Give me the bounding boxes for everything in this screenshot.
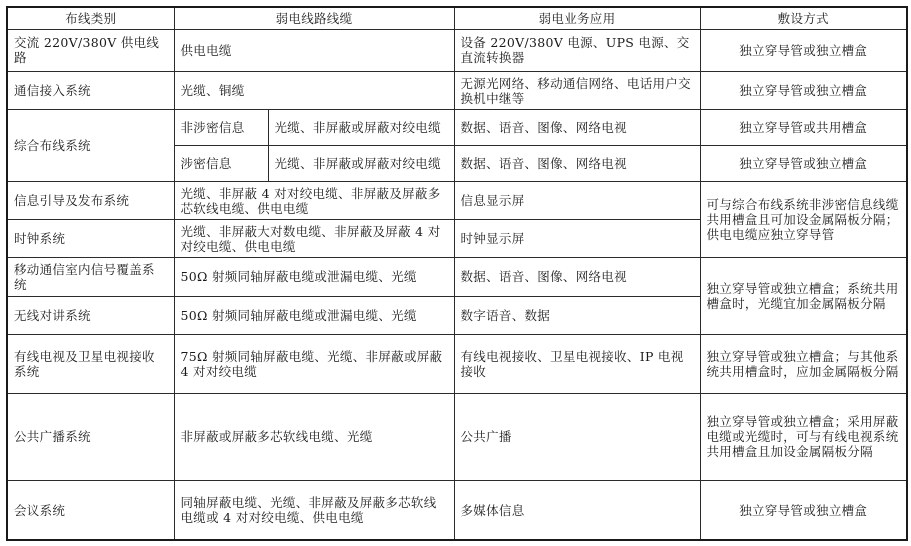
category-cell: 通信接入系统 — [7, 72, 174, 110]
method-cell: 独立穿导管或独立槽盒 — [700, 72, 907, 110]
cable-cell: 光缆、非屏蔽 4 对对绞电缆、非屏蔽及屏蔽多芯软线电缆、供电电缆 — [174, 182, 454, 220]
application-cell: 多媒体信息 — [454, 481, 700, 540]
header-category: 布线类别 — [7, 7, 174, 29]
application-cell: 公共广播 — [454, 393, 700, 481]
table-row — [7, 393, 907, 481]
sub-label-cell: 涉密信息 — [174, 145, 268, 182]
category-cell: 公共广播系统 — [7, 393, 174, 481]
application-cell: 数据、语音、图像、网络电视 — [454, 145, 700, 182]
cable-cell: 非屏蔽或屏蔽多芯软线电缆、光缆 — [174, 393, 454, 481]
category-cell: 综合布线系统 — [7, 110, 174, 182]
category-cell: 移动通信室内信号覆盖系统 — [7, 257, 174, 296]
cable-cell: 光缆、非屏蔽大对数电缆、非屏蔽及屏蔽 4 对对绞电缆、供电电缆 — [174, 220, 454, 258]
cable-cell: 光缆、非屏蔽或屏蔽对绞电缆 — [268, 145, 454, 182]
table-row — [7, 481, 907, 540]
method-cell: 独立穿导管或独立槽盒；与其他系统共用槽盒时，应加金属隔板分隔 — [700, 335, 907, 393]
method-cell: 独立穿导管或独立槽盒；采用屏蔽电缆或光缆时，可与有线电视系统共用槽盒且加设金属隔板分隔 — [700, 393, 907, 481]
method-cell: 独立穿导管或独立槽盒 — [700, 145, 907, 182]
application-cell: 有线电视接收、卫星电视接收、IP 电视接收 — [454, 335, 700, 393]
method-cell: 独立穿导管或独立槽盒；系统共用槽盒时，光缆宜加金属隔板分隔 — [700, 257, 907, 335]
application-cell: 设备 220V/380V 电源、UPS 电源、交直流转换器 — [454, 29, 700, 72]
category-cell: 会议系统 — [7, 481, 174, 540]
application-cell: 数据、语音、图像、网络电视 — [454, 110, 700, 146]
category-cell: 信息引导及发布系统 — [7, 182, 174, 220]
method-cell: 独立穿导管或共用槽盒 — [700, 110, 907, 146]
cable-routing-table — [6, 6, 908, 541]
cable-cell: 50Ω 射频同轴屏蔽电缆或泄漏电缆、光缆 — [174, 257, 454, 296]
cable-cell: 同轴屏蔽电缆、光缆、非屏蔽及屏蔽多芯软线电缆或 4 对对绞电缆、供电电缆 — [174, 481, 454, 540]
cable-cell: 供电电缆 — [174, 29, 454, 72]
method-cell: 独立穿导管或独立槽盒 — [700, 481, 907, 540]
cable-cell: 光缆、非屏蔽或屏蔽对绞电缆 — [268, 110, 454, 146]
cable-cell: 75Ω 射频同轴屏蔽电缆、光缆、非屏蔽或屏蔽 4 对对绞电缆 — [174, 335, 454, 393]
application-cell: 数字语音、数据 — [454, 296, 700, 335]
category-cell: 时钟系统 — [7, 220, 174, 258]
category-cell: 有线电视及卫星电视接收系统 — [7, 335, 174, 393]
table-row — [7, 257, 907, 296]
category-cell: 交流 220V/380V 供电线路 — [7, 29, 174, 72]
table-row — [7, 110, 907, 146]
application-cell: 时钟显示屏 — [454, 220, 700, 258]
table-row — [7, 72, 907, 110]
method-cell: 可与综合布线系统非涉密信息线缆共用槽盒且可加设金属隔板分隔；供电电缆应独立穿导管 — [700, 182, 907, 257]
header-method: 敷设方式 — [700, 7, 907, 29]
application-cell: 数据、语音、图像、网络电视 — [454, 257, 700, 296]
application-cell: 信息显示屏 — [454, 182, 700, 220]
header-cable: 弱电线路线缆 — [174, 7, 454, 29]
table-row — [7, 335, 907, 393]
method-cell: 独立穿导管或独立槽盒 — [700, 29, 907, 72]
cable-cell: 光缆、铜缆 — [174, 72, 454, 110]
table-row — [7, 182, 907, 220]
table-row — [7, 29, 907, 72]
sub-label-cell: 非涉密信息 — [174, 110, 268, 146]
cable-cell: 50Ω 射频同轴屏蔽电缆或泄漏电缆、光缆 — [174, 296, 454, 335]
header-application: 弱电业务应用 — [454, 7, 700, 29]
application-cell: 无源光网络、移动通信网络、电话用户交换机中继等 — [454, 72, 700, 110]
table-header-row — [7, 7, 907, 29]
category-cell: 无线对讲系统 — [7, 296, 174, 335]
